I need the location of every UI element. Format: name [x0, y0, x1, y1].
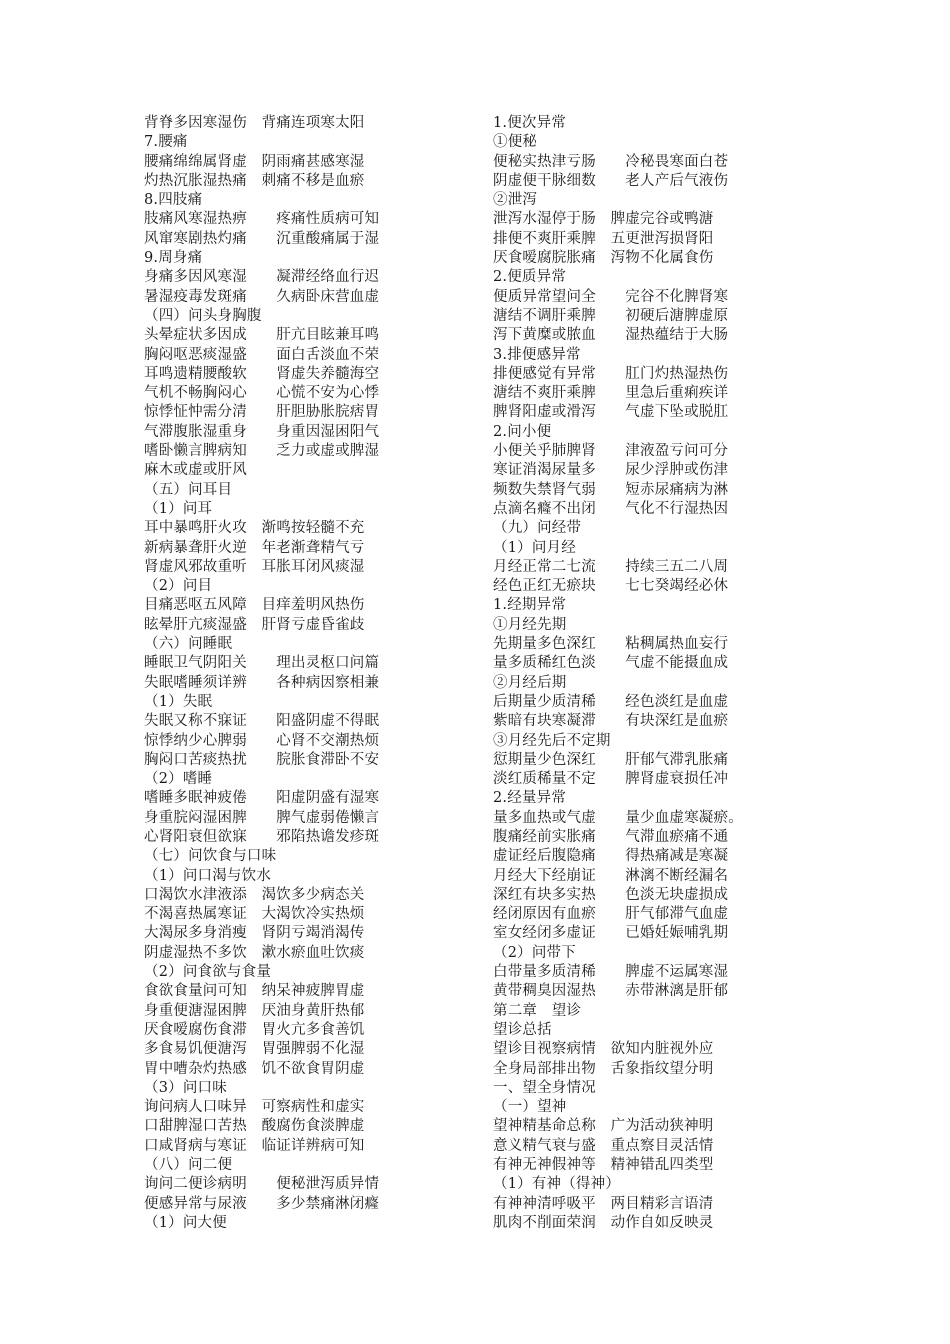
text-line: 频数失禁肾气弱 短赤尿痛病为淋 [493, 481, 729, 498]
text-line: （2）问目 [144, 578, 213, 595]
text-line: 背脊多因寒湿伤 背痛连项寒太阳 [144, 115, 365, 131]
text-line: 经闭原因有血瘀 肝气郁滞气血虚 [493, 906, 729, 923]
text-line: 食欲食量问可知 纳呆神疲脾胃虚 [144, 983, 365, 1000]
text-line: 有神神清呼吸平 两目精彩言语清 [493, 1195, 714, 1212]
text-line: 胃中嘈杂灼热感 饥不欲食胃阴虚 [144, 1060, 365, 1077]
text-line: 黄带稠臭因湿热 赤带淋漓是肝郁 [493, 983, 729, 1000]
text-line: （3）问口味 [144, 1079, 227, 1096]
text-line: 点滴名癃不出闭 气化不行湿热因 [493, 500, 729, 517]
text-line: 身痛多因风寒湿 凝滞经络血行迟 [144, 269, 380, 286]
text-line: 耳中暴鸣肝火攻 渐鸣按轻髓不充 [144, 520, 365, 537]
text-line: ③月经先后不定期 [493, 732, 611, 749]
text-line: （六）问睡眠 [144, 636, 233, 653]
text-line: 嗜卧懒言脾病知 乏力或虚或脾湿 [144, 443, 380, 460]
text-line: 便秘实热津亏肠 冷秘畏寒面白苍 [493, 153, 729, 170]
text-line: 气滞腹胀湿重身 身重因湿困阳气 [144, 423, 380, 440]
text-line: ①月经先期 [493, 616, 567, 633]
text-line: 意义精气衰与盛 重点察目灵活情 [493, 1137, 714, 1154]
text-line: 惊悸纳少心脾弱 心肾不交潮热烦 [144, 732, 380, 749]
text-line: 睡眠卫气阴阳关 理出灵枢口问篇 [144, 655, 380, 672]
text-line: （1）问大便 [144, 1214, 227, 1231]
text-line: 望诊总括 [493, 1021, 552, 1038]
text-line: 望诊目视察病情 欲知内脏视外应 [493, 1041, 714, 1058]
text-line: 排便感觉有异常 肛门灼热湿热伤 [493, 365, 729, 382]
text-line: 身重脘闷湿困脾 脾气虚弱倦懒言 [144, 809, 380, 826]
text-line: 8.四肢痛 [144, 192, 203, 209]
text-line: 2.问小便 [493, 423, 552, 440]
text-line: 愆期量少色深红 肝郁气滞乳胀痛 [493, 751, 729, 768]
text-line: 虚证经后腹隐痛 得热痛减是寒凝 [493, 848, 729, 865]
text-line: 泄泻水湿停于肠 脾虚完谷或鸭溏 [493, 211, 714, 228]
text-line: 厌食嗳腐脘胀痛 泻物不化属食伤 [493, 250, 714, 267]
text-line: 室女经闭多虚证 已婚妊娠哺乳期 [493, 925, 729, 942]
text-line: 胸闷口苦痰热扰 脘胀食滞卧不安 [144, 751, 380, 768]
text-line: 后期量少质清稀 经色淡红是血虚 [493, 693, 729, 710]
text-line: 眩晕肝亢痰湿盛 肝肾亏虚昏雀歧 [144, 616, 365, 633]
text-line: 量多质稀红色淡 气虚不能摄血成 [493, 655, 729, 672]
text-line: 肾虚风邪故重听 耳胀耳闭风痰湿 [144, 558, 365, 575]
text-line: 溏结不调肝乘脾 初硬后溏脾虚原 [493, 307, 729, 324]
text-line: 询问二便诊病明 便秘泄泻质异情 [144, 1176, 380, 1193]
text-line: 便质异常望问全 完谷不化脾肾寒 [493, 288, 729, 305]
text-line: 失眠又称不寐证 阳盛阴虚不得眠 [144, 713, 380, 730]
text-line: 月经正常二七流 持续三五二八周 [493, 558, 729, 575]
text-line: （1）问月经 [493, 539, 576, 556]
text-line: （1）问耳 [144, 500, 213, 517]
text-line: 腹痛经前实胀痛 气滞血瘀痛不通 [493, 828, 729, 845]
text-line: 麻木或虚或肝风 [144, 462, 247, 479]
text-line: 耳鸣遗精腰酸软 肾虚失养髓海空 [144, 365, 380, 382]
text-line: （1）有神（得神） [493, 1176, 621, 1193]
text-line: 阴虚便干脉细数 老人产后气液伤 [493, 172, 729, 189]
text-line: 阴虚湿热不多饮 漱水瘀血吐饮痰 [144, 944, 365, 961]
text-line: 2.便质异常 [493, 269, 567, 286]
text-line: （1）失眠 [144, 693, 213, 710]
text-line: （九）问经带 [493, 520, 582, 537]
text-line: 多食易饥便溏泻 胃强脾弱不化湿 [144, 1041, 365, 1058]
text-line: 目痛恶呕五风障 目痒羞明风热伤 [144, 597, 365, 614]
text-line: 胸闷呕恶痰湿盛 面白舌淡血不荣 [144, 346, 380, 363]
text-line: 头晕症状多因成 肝亢目眩兼耳鸣 [144, 327, 380, 344]
text-line: （七）问饮食与口味 [144, 848, 277, 865]
text-line: 身重便溏湿困脾 厌油身黄肝热郁 [144, 1002, 365, 1019]
text-line: （八）问二便 [144, 1157, 233, 1174]
text-line: （2）嗜睡 [144, 771, 213, 788]
text-line: 口渴饮水津液添 渴饮多少病态关 [144, 886, 365, 903]
text-line: 深红有块多实热 色淡无块虚损成 [493, 886, 729, 903]
text-line: 口咸肾病与寒证 临证详辨病可知 [144, 1137, 365, 1154]
text-line: 一、望全身情况 [493, 1079, 596, 1096]
text-line: 紫暗有块寒凝滞 有块深红是血瘀 [493, 713, 729, 730]
text-line: 量多血热或气虚 量少血虚寒凝瘀。 [493, 809, 743, 826]
text-line: 1.经期异常 [493, 597, 567, 614]
text-line: （五）问耳目 [144, 481, 233, 498]
text-line: （一）望神 [493, 1099, 567, 1116]
text-line: 2.经量异常 [493, 790, 567, 807]
text-line: 心肾阳衰但欲寐 邪陷热谵发疹斑 [144, 828, 380, 845]
text-line: 便感异常与尿液 多少禁痛淋闭癃 [144, 1195, 380, 1212]
text-line: 新病暴聋肝火逆 年老渐聋精气亏 [144, 539, 365, 556]
text-line: 全身局部排出物 舌象指纹望分明 [493, 1060, 714, 1077]
text-line: （2）问食欲与食量 [144, 964, 272, 981]
text-line: 气机不畅胸闷心 心慌不安为心悸 [144, 385, 380, 402]
text-line: 腰痛绵绵属肾虚 阴雨痛甚感寒湿 [144, 153, 365, 170]
text-line: 嗜睡多眠神疲倦 阳虚阴盛有湿寒 [144, 790, 380, 807]
text-line: 小便关乎肺脾肾 津液盈亏问可分 [493, 443, 729, 460]
text-line: 第二章 望诊 [493, 1002, 582, 1019]
text-line: 1.便次异常 [493, 115, 567, 131]
right-column [493, 114, 823, 1233]
text-line: 厌食嗳腐伤食滞 胃火亢多食善饥 [144, 1021, 365, 1038]
text-line: ②泄泻 [493, 192, 538, 209]
text-line: 惊悸怔忡需分清 肝胆胁胀脘痞胃 [144, 404, 380, 421]
text-line: ②月经后期 [493, 674, 567, 691]
text-line: 望神精基命总称 广为活动狭神明 [493, 1118, 714, 1135]
text-line: ①便秘 [493, 134, 538, 151]
text-line: 7.腰痛 [144, 134, 188, 151]
text-line: （2）问带下 [493, 944, 576, 961]
text-line: 失眠嗜睡须详辨 各种病因察相兼 [144, 674, 380, 691]
text-line: 暑湿疫毒发斑痛 久病卧床营血虚 [144, 288, 380, 305]
text-line: 寒证消渴尿量多 尿少浮肿或伤津 [493, 462, 729, 479]
text-line: 脾肾阳虚或滑泻 气虚下坠或脱肛 [493, 404, 729, 421]
text-line: 9.周身痛 [144, 250, 203, 267]
text-line: 经色正红无瘀块 七七癸竭经必休 [493, 578, 729, 595]
text-line: 风窜寒剧热灼痛 沉重酸痛属于湿 [144, 230, 380, 247]
text-line: （1）问口渴与饮水 [144, 867, 272, 884]
text-line: 肢痛风寒湿热痹 疼痛性质病可知 [144, 211, 380, 228]
text-line: 灼热沉胀湿热痛 刺痛不移是血瘀 [144, 172, 365, 189]
text-line: 淡红质稀量不定 脾肾虚衰损任冲 [493, 771, 729, 788]
text-line: 肌肉不削面荣润 动作自如反映灵 [493, 1214, 714, 1231]
text-line: 大渴尿多身消瘦 肾阴亏竭消渴传 [144, 925, 365, 942]
text-line: 口甜脾湿口苦热 酸腐伤食淡脾虚 [144, 1118, 365, 1135]
text-line: 排便不爽肝乘脾 五更泄泻损肾阳 [493, 230, 714, 247]
text-line: 月经大下经崩证 淋漓不断经漏名 [493, 867, 729, 884]
text-line: 有神无神假神等 精神错乱四类型 [493, 1157, 714, 1174]
text-line: 先期量多色深红 粘稠属热血妄行 [493, 636, 729, 653]
text-line: 白带量多质清稀 脾虚不运属寒湿 [493, 964, 729, 981]
text-line: 泻下黄糜或脓血 湿热蕴结于大肠 [493, 327, 729, 344]
text-line: 溏结不爽肝乘脾 里急后重痢疾详 [493, 385, 729, 402]
text-line: 3.排便感异常 [493, 346, 581, 363]
left-column [144, 114, 474, 1233]
text-line: （四）问头身胸腹 [144, 307, 262, 324]
text-line: 不渴喜热属寒证 大渴饮冷实热烦 [144, 906, 365, 923]
text-line: 询问病人口味异 可察病性和虚实 [144, 1099, 365, 1116]
